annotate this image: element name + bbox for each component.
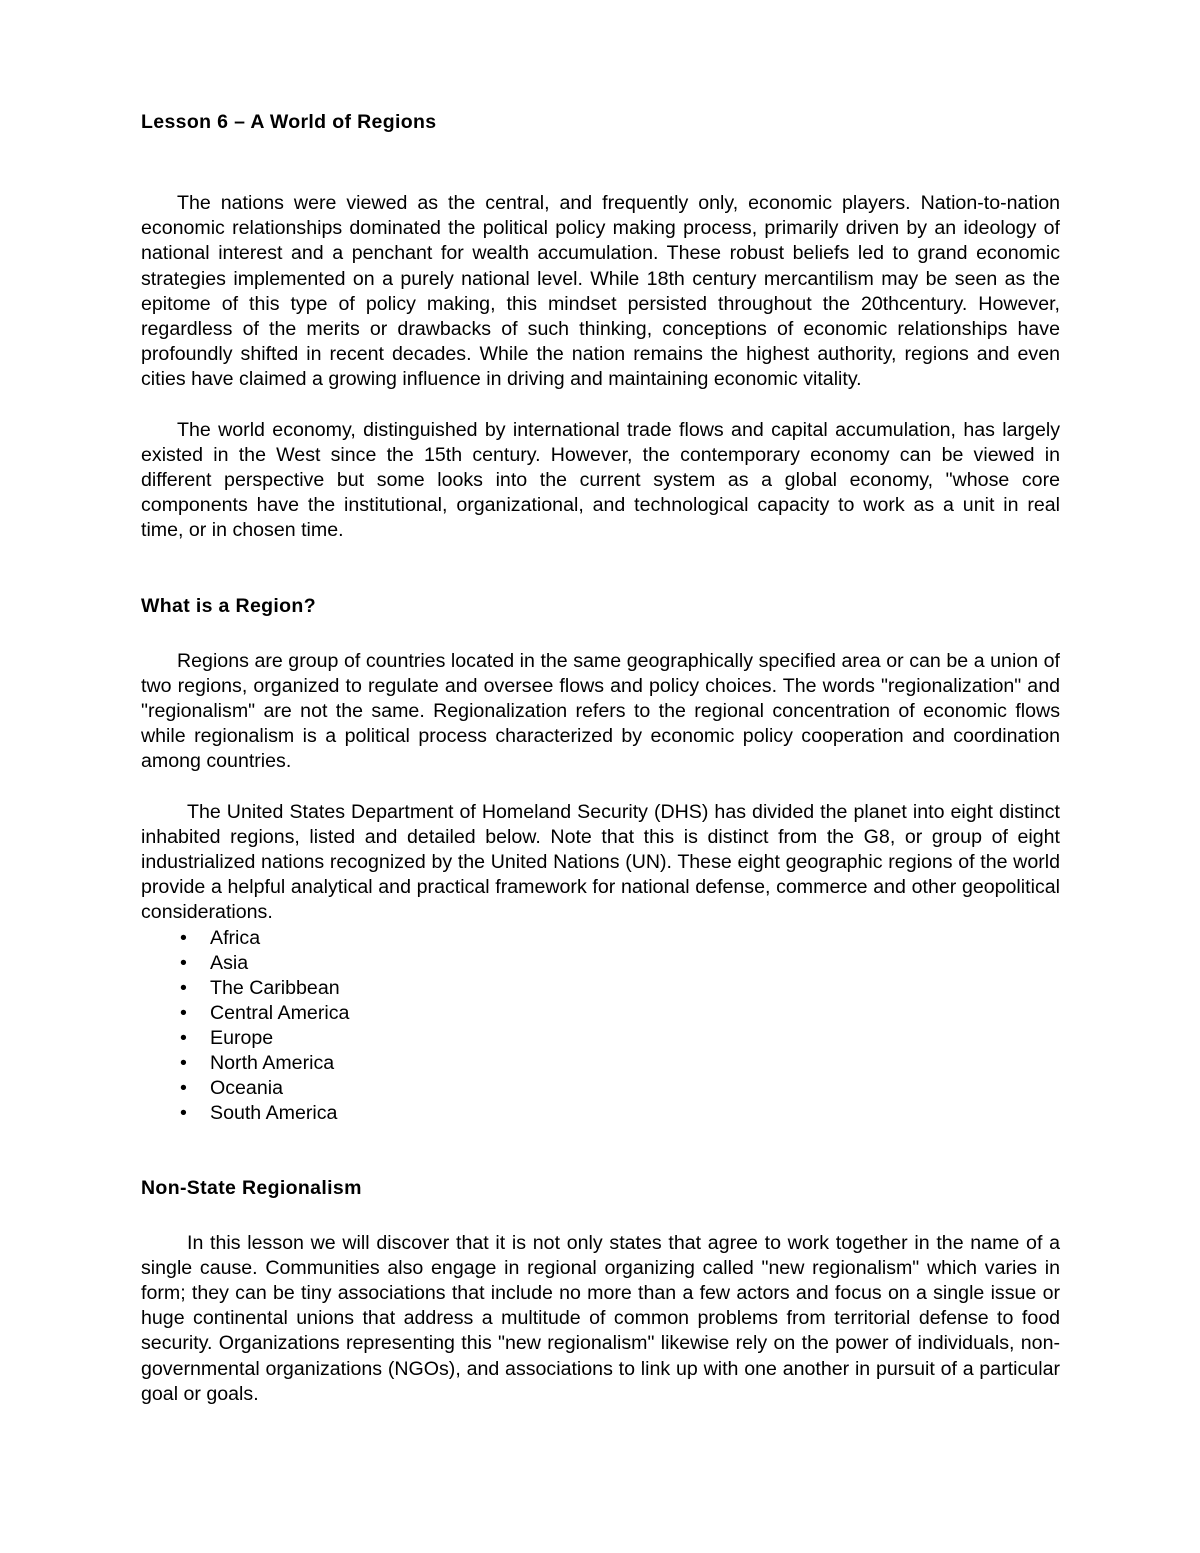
bullet-icon: • xyxy=(180,951,187,974)
page-title: Lesson 6 – A World of Regions xyxy=(141,111,437,133)
list-item xyxy=(141,1026,1060,1051)
bullet-icon: • xyxy=(180,1101,187,1124)
intro-paragraph-1: The nations were viewed as the central, and frequently only, economic players. Nation-to-nation economic relationships dominated the political policy making process, primarily driven by an ideology of national interest and a penchant for wealth accumulation. These robust beliefs led to grand economic strategies implemented on a purely national level. While 18th century mercantilism may be seen as the epitome of this type of policy making, this mindset persisted throughout the 20thcentury. However, regardless of the merits or drawbacks of such thinking, conceptions of economic relationships have profoundly shifted in recent decades. While the nation remains the highest authority, regions and even cities have claimed a growing influence in driving and maintaining economic vitality. xyxy=(141,192,1060,391)
intro-paragraph-2: The world economy, distinguished by international trade flows and capital accumulation, has largely existed in the West since the 15th century. However, the contemporary economy can be viewed in different perspective but some looks into the current system as a global economy, "whose core components have the institutional, organizational, and technological capacity to work as a unit in real time, or in chosen time. xyxy=(141,418,1060,542)
list-item-label: Central America xyxy=(210,1001,350,1024)
list-item-label: The Caribbean xyxy=(210,976,340,999)
list-item xyxy=(141,1001,1060,1026)
list-item xyxy=(141,976,1060,1001)
spacer xyxy=(141,775,1060,800)
region-paragraph-2: The United States Department of Homeland Security (DHS) has divided the planet into eight distinct inhabited regions, listed and detailed below. Note that this is distinct from the G8, or group of eight industrialized nations recognized by the United Nations (UN). These eight geographic regions of the world provide a helpful analytical and practical framework for national defense, commerce and other geopolitical considerations. xyxy=(141,800,1060,924)
non-state-paragraph-1: In this lesson we will discover that it is not only states that agree to work together in the name of a single cause. Communities also engage in regional organizing called "new regionalism" which varies in form; they can be tiny associations that include no more than a few actors and focus on a single issue or huge continental unions that address a multitude of common problems from territorial defense to food security. Organizations representing this "new regionalism" likewise rely on the power of individuals, non-governmental organizations (NGOs), and associations to link up with one another in pursuit of a particular goal or goals. xyxy=(141,1231,1060,1405)
list-item-label: Europe xyxy=(210,1026,274,1049)
bullet-icon: • xyxy=(180,976,187,999)
bullet-icon: • xyxy=(180,1051,187,1074)
bullet-icon: • xyxy=(180,926,187,949)
list-item xyxy=(141,926,1060,951)
spacer xyxy=(141,135,1060,191)
list-item-label: Africa xyxy=(210,926,261,949)
list-item xyxy=(141,1051,1060,1076)
bullet-icon: • xyxy=(180,1001,187,1024)
list-item-label: Asia xyxy=(210,951,249,974)
list-item xyxy=(141,1076,1060,1101)
list-item-label: North America xyxy=(210,1051,335,1074)
region-paragraph-1: Regions are group of countries located in the same geographically specified area or can be a union of two regions, organized to regulate and oversee flows and policy choices. The words "regionalization" and "regionalism" are not the same. Regionalization refers to the regional concentration of economic flows while regionalism is a political process characterized by economic policy cooperation and coordination among countries. xyxy=(141,649,1060,773)
bullet-icon: • xyxy=(180,1026,187,1049)
regions-list xyxy=(141,926,1060,1126)
section-heading-what-is-a-region: What is a Region? xyxy=(141,594,316,617)
document-body xyxy=(141,110,1060,1407)
bullet-icon: • xyxy=(180,1076,187,1099)
spacer xyxy=(141,544,1060,594)
spacer xyxy=(141,393,1060,418)
spacer xyxy=(141,1201,1060,1231)
list-item-label: South America xyxy=(210,1101,338,1124)
list-item xyxy=(141,1101,1060,1126)
list-item-label: Oceania xyxy=(210,1076,283,1099)
spacer xyxy=(141,1126,1060,1176)
section-heading-non-state-regionalism: Non-State Regionalism xyxy=(141,1176,362,1199)
spacer xyxy=(141,619,1060,649)
list-item xyxy=(141,951,1060,976)
